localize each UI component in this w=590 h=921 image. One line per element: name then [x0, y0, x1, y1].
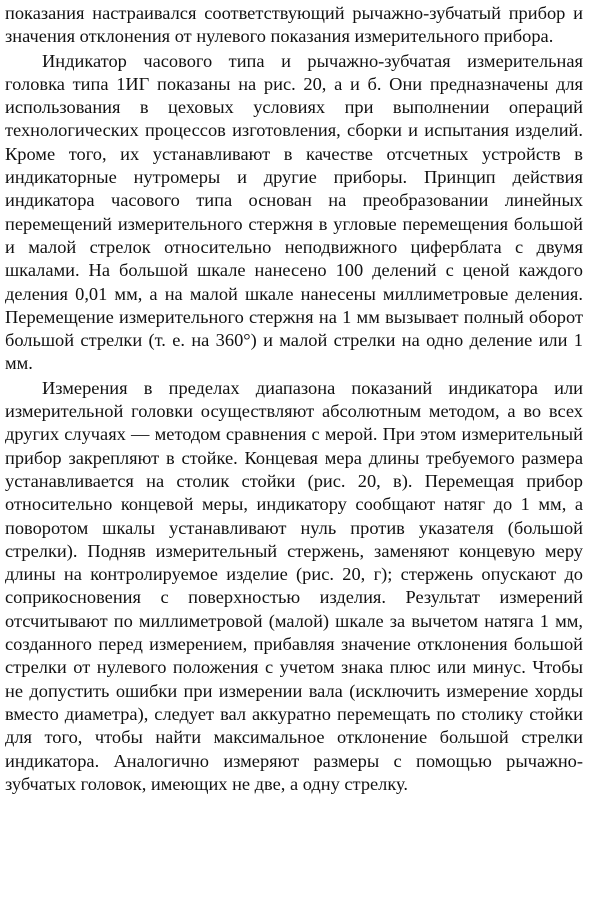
- paragraph-continuation: показания настраивался соответствующий рычажно-зубчатый прибор и значения отклонения от нулевого показания измерительного прибора.: [5, 3, 583, 47]
- paragraph-measurement-method: Измерения в пределах диапазона показаний индикатора или измерительной головки осуществляют абсолютным методом, а во всех других случаях — методом сравнения с мерой. При этом измерительный прибор закрепляют в стойке. Концевая мера длины требуемого размера устанавливается на столик стойки (рис. 20, в). Перемещая прибор относительно концевой меры, индикатору сообщают натяг до 1 мм, а поворотом шкалы устанавливают нуль против указателя (большой стрелки). Подняв измерительный стержень, заменяют концевую меру длины на контролируемое изделие (рис. 20, г); стержень опускают до соприкосновения с поверхностью изделия. Результат измерений отсчитывают по миллиметровой (малой) шкале за вычетом натяга 1 мм, созданного перед измерением, прибавляя значение отклонения большой стрелки от нулевого положения с учетом знака плюс или минус. Чтобы не допустить ошибки при измерении вала (исключить измерение хорды вместо диаметра), следует вал аккуратно перемещать по столику стойки для того, чтобы найти максимальное отклонение большой стрелки индикатора. Аналогично измеряют размеры с помощью рычажно-зубчатых головок, имеющих не две, а одну стрелку.: [5, 377, 583, 794]
- document-page: [5, 2, 583, 796]
- paragraph-indicator-description: Индикатор часового типа и рычажно-зубчатая измерительная головка типа 1ИГ показаны на рис. 20, а и б. Они предназначены для использования в цеховых условиях при выполнении операций технологических процессов изготовления, сборки и испытания изделий. Кроме того, их устанавливают в качестве отсчетных устройств в индикаторные нутромеры и другие приборы. Принцип действия индикатора часового типа основан на преобразовании линейных перемещений измерительного стержня в угловые перемещения большой и малой стрелок относительно неподвижного циферблата с двумя шкалами. На большой шкале нанесено 100 делений с ценой каждого деления 0,01 мм, а на малой шкале нанесены миллиметровые деления. Перемещение измерительного стержня на 1 мм вызывает полный оборот большой стрелки (т. е. на 360°) и малой стрелки на одно деление или 1 мм.: [5, 50, 583, 374]
